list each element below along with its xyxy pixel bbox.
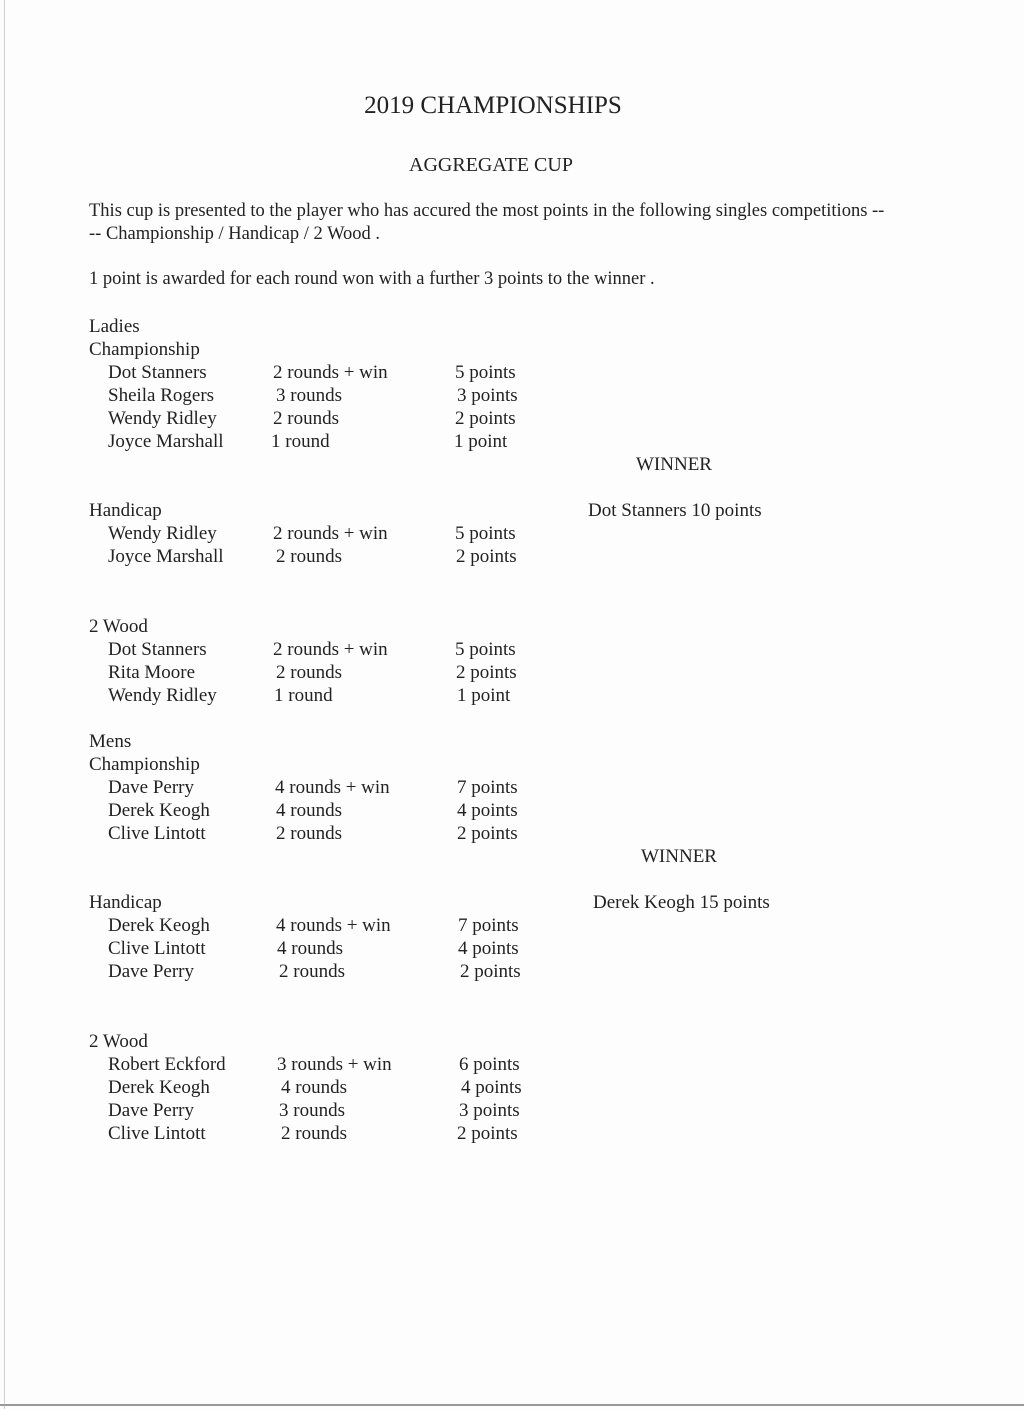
intro-paragraph: This cup is presented to the player who has accured the most points in the following singles competitions ---- Championship / Handicap / 2 Wood .: [89, 201, 885, 244]
ladies-championship-heading: Championship: [89, 339, 200, 360]
ladies-2wood-row1-points: 5 points: [455, 639, 516, 660]
mens-handicap-row3-points: 2 points: [460, 961, 521, 982]
mens-2wood-row3-points: 3 points: [459, 1100, 520, 1121]
mens-handicap-row2-name: Clive Lintott: [108, 938, 206, 959]
ladies-2wood-row3-rounds: 1 round: [274, 685, 333, 706]
ladies-champ-row1-points: 5 points: [455, 362, 516, 383]
mens-2wood-row2-rounds: 4 rounds: [281, 1077, 347, 1098]
mens-champ-row2-name: Derek Keogh: [108, 800, 210, 821]
mens-2wood-row4-points: 2 points: [457, 1123, 518, 1144]
ladies-champ-row3-points: 2 points: [455, 408, 516, 429]
mens-handicap-row3-name: Dave Perry: [108, 961, 194, 982]
mens-2wood-heading: 2 Wood: [89, 1031, 148, 1052]
mens-champ-row2-points: 4 points: [457, 800, 518, 821]
mens-championship-heading: Championship: [89, 754, 200, 775]
mens-champ-row3-name: Clive Lintott: [108, 823, 206, 844]
mens-2wood-row1-rounds: 3 rounds + win: [277, 1054, 392, 1075]
ladies-champ-row4-name: Joyce Marshall: [108, 431, 224, 452]
ladies-handicap-row1-rounds: 2 rounds + win: [273, 523, 388, 544]
ladies-champ-row4-rounds: 1 round: [271, 431, 330, 452]
ladies-2wood-row2-name: Rita Moore: [108, 662, 196, 683]
ladies-champ-row3-name: Wendy Ridley: [108, 408, 217, 429]
mens-champ-row3-points: 2 points: [457, 823, 518, 844]
mens-handicap-row1-rounds: 4 rounds + win: [276, 915, 391, 936]
ladies-champ-row2-rounds: 3 rounds: [276, 385, 342, 406]
ladies-2wood-heading: 2 Wood: [89, 616, 148, 637]
mens-2wood-row1-name: Robert Eckford: [108, 1054, 226, 1075]
mens-champ-row1-rounds: 4 rounds + win: [275, 777, 390, 798]
mens-champ-row3-rounds: 2 rounds: [276, 823, 342, 844]
scan-edge-left: [4, 0, 5, 1409]
mens-champ-row1-points: 7 points: [457, 777, 518, 798]
ladies-champ-row3-rounds: 2 rounds: [273, 408, 339, 429]
mens-2wood-row4-name: Clive Lintott: [108, 1123, 206, 1144]
mens-handicap-row3-rounds: 2 rounds: [279, 961, 345, 982]
mens-2wood-row2-points: 4 points: [461, 1077, 522, 1098]
page-subtitle: AGGREGATE CUP: [409, 154, 573, 176]
mens-handicap-row2-rounds: 4 rounds: [277, 938, 343, 959]
ladies-2wood-row1-rounds: 2 rounds + win: [273, 639, 388, 660]
mens-handicap-row1-name: Derek Keogh: [108, 915, 210, 936]
ladies-champ-row2-name: Sheila Rogers: [108, 385, 215, 406]
ladies-champ-row1-name: Dot Stanners: [108, 362, 207, 383]
mens-champ-row1-name: Dave Perry: [108, 777, 194, 798]
ladies-champ-row1-rounds: 2 rounds + win: [273, 362, 388, 383]
mens-2wood-row1-points: 6 points: [459, 1054, 520, 1075]
mens-winner: Derek Keogh 15 points: [593, 892, 770, 913]
ladies-handicap-row1-name: Wendy Ridley: [108, 523, 217, 544]
ladies-2wood-row2-rounds: 2 rounds: [276, 662, 342, 683]
ladies-winner: Dot Stanners 10 points: [588, 500, 762, 521]
mens-2wood-row2-name: Derek Keogh: [108, 1077, 210, 1098]
mens-2wood-row4-rounds: 2 rounds: [281, 1123, 347, 1144]
ladies-heading: Ladies: [89, 316, 140, 337]
mens-handicap-row2-points: 4 points: [458, 938, 519, 959]
ladies-handicap-row2-points: 2 points: [456, 546, 517, 567]
ladies-handicap-heading: Handicap: [89, 500, 162, 521]
ladies-winner-label: WINNER: [636, 454, 712, 475]
ladies-handicap-row2-name: Joyce Marshall: [108, 546, 224, 567]
ladies-champ-row4-points: 1 point: [454, 431, 508, 452]
ladies-2wood-row2-points: 2 points: [456, 662, 517, 683]
scan-edge-bottom: [0, 1404, 1024, 1406]
ladies-2wood-row3-points: 1 point: [457, 685, 511, 706]
ladies-2wood-row1-name: Dot Stanners: [108, 639, 207, 660]
ladies-handicap-row2-rounds: 2 rounds: [276, 546, 342, 567]
page-title: 2019 CHAMPIONSHIPS: [364, 92, 622, 119]
mens-winner-label: WINNER: [641, 846, 717, 867]
ladies-2wood-row3-name: Wendy Ridley: [108, 685, 217, 706]
mens-2wood-row3-name: Dave Perry: [108, 1100, 194, 1121]
mens-champ-row2-rounds: 4 rounds: [276, 800, 342, 821]
ladies-champ-row2-points: 3 points: [457, 385, 518, 406]
mens-heading: Mens: [89, 731, 132, 752]
points-rule: 1 point is awarded for each round won with a further 3 points to the winner .: [89, 269, 655, 289]
ladies-handicap-row1-points: 5 points: [455, 523, 516, 544]
mens-handicap-heading: Handicap: [89, 892, 162, 913]
mens-handicap-row1-points: 7 points: [458, 915, 519, 936]
mens-2wood-row3-rounds: 3 rounds: [279, 1100, 345, 1121]
